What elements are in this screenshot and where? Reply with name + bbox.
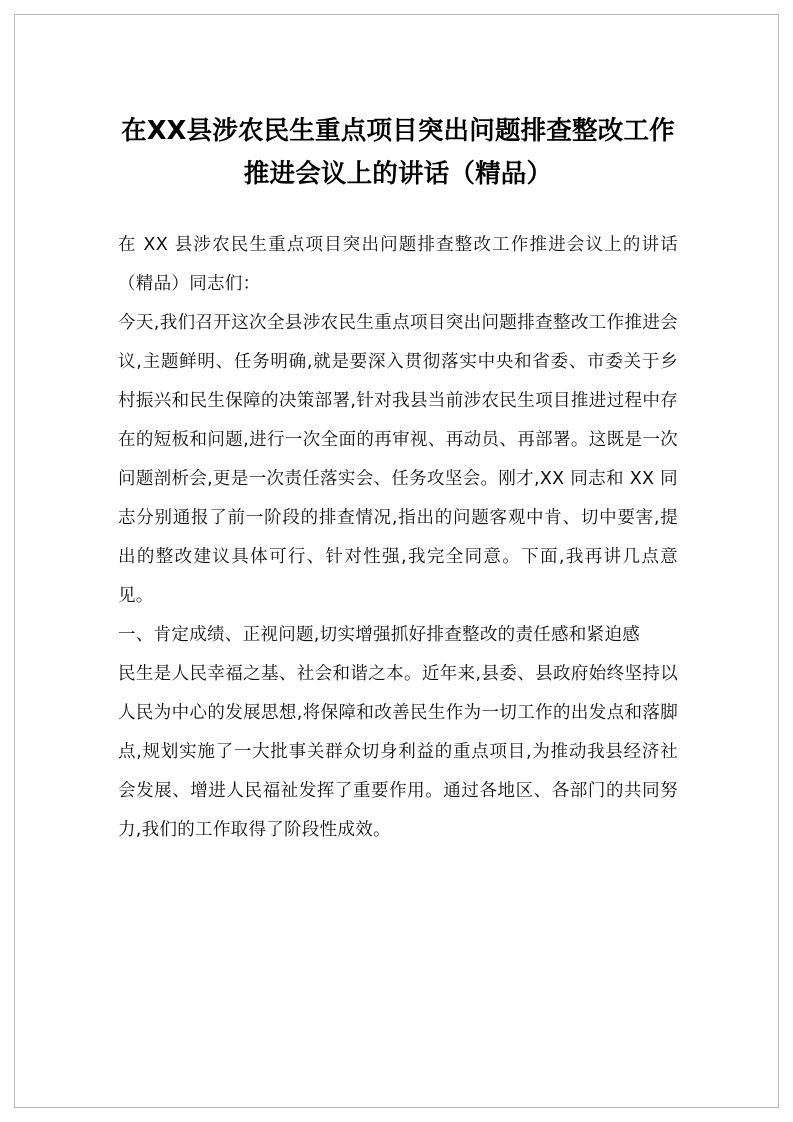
paragraph-1: 在 XX 县涉农民生重点项目突出问题排查整改工作推进会议上的讲话（精品）同志们： xyxy=(118,235,678,294)
document-content xyxy=(118,110,678,850)
paragraph-3: 一、肯定成绩、正视问题,切实增强抓好排查整改的责任感和紧迫感 xyxy=(118,625,641,645)
paragraph-4: 民生是人民幸福之基、社会和谐之本。近年来,县委、县政府始终坚持以人民为中心的发展思想,将保障和改善民生作为一切工作的出发点和落脚点,规划实施了一大批事关群众切身利益的重点项目,为推动我县经济社会发展、增进人民福祉发挥了重要作用。通过各地区、各部门的共同努力,我们的工作取得了阶段性成效。 xyxy=(118,664,678,840)
paragraph-2: 今天,我们召开这次全县涉农民生重点项目突出问题排查整改工作推进会议,主题鲜明、任务明确,就是要深入贯彻落实中央和省委、市委关于乡村振兴和民生保障的决策部署,针对我县当前涉农民生项目推进过程中存在的短板和问题,进行一次全面的再审视、再动员、再部署。这既是一次问题剖析会,更是一次责任落实会、任务攻坚会。刚才,XX 同志和 XX 同志分别通报了前一阶段的排查情况,指出的问题客观中肯、切中要害,提出的整改建议具体可行、针对性强,我完全同意。下面,我再讲几点意见。 xyxy=(118,313,678,606)
page-title: 在XX县涉农民生重点项目突出问题排查整改工作推进会议上的讲话（精品） xyxy=(121,116,675,189)
